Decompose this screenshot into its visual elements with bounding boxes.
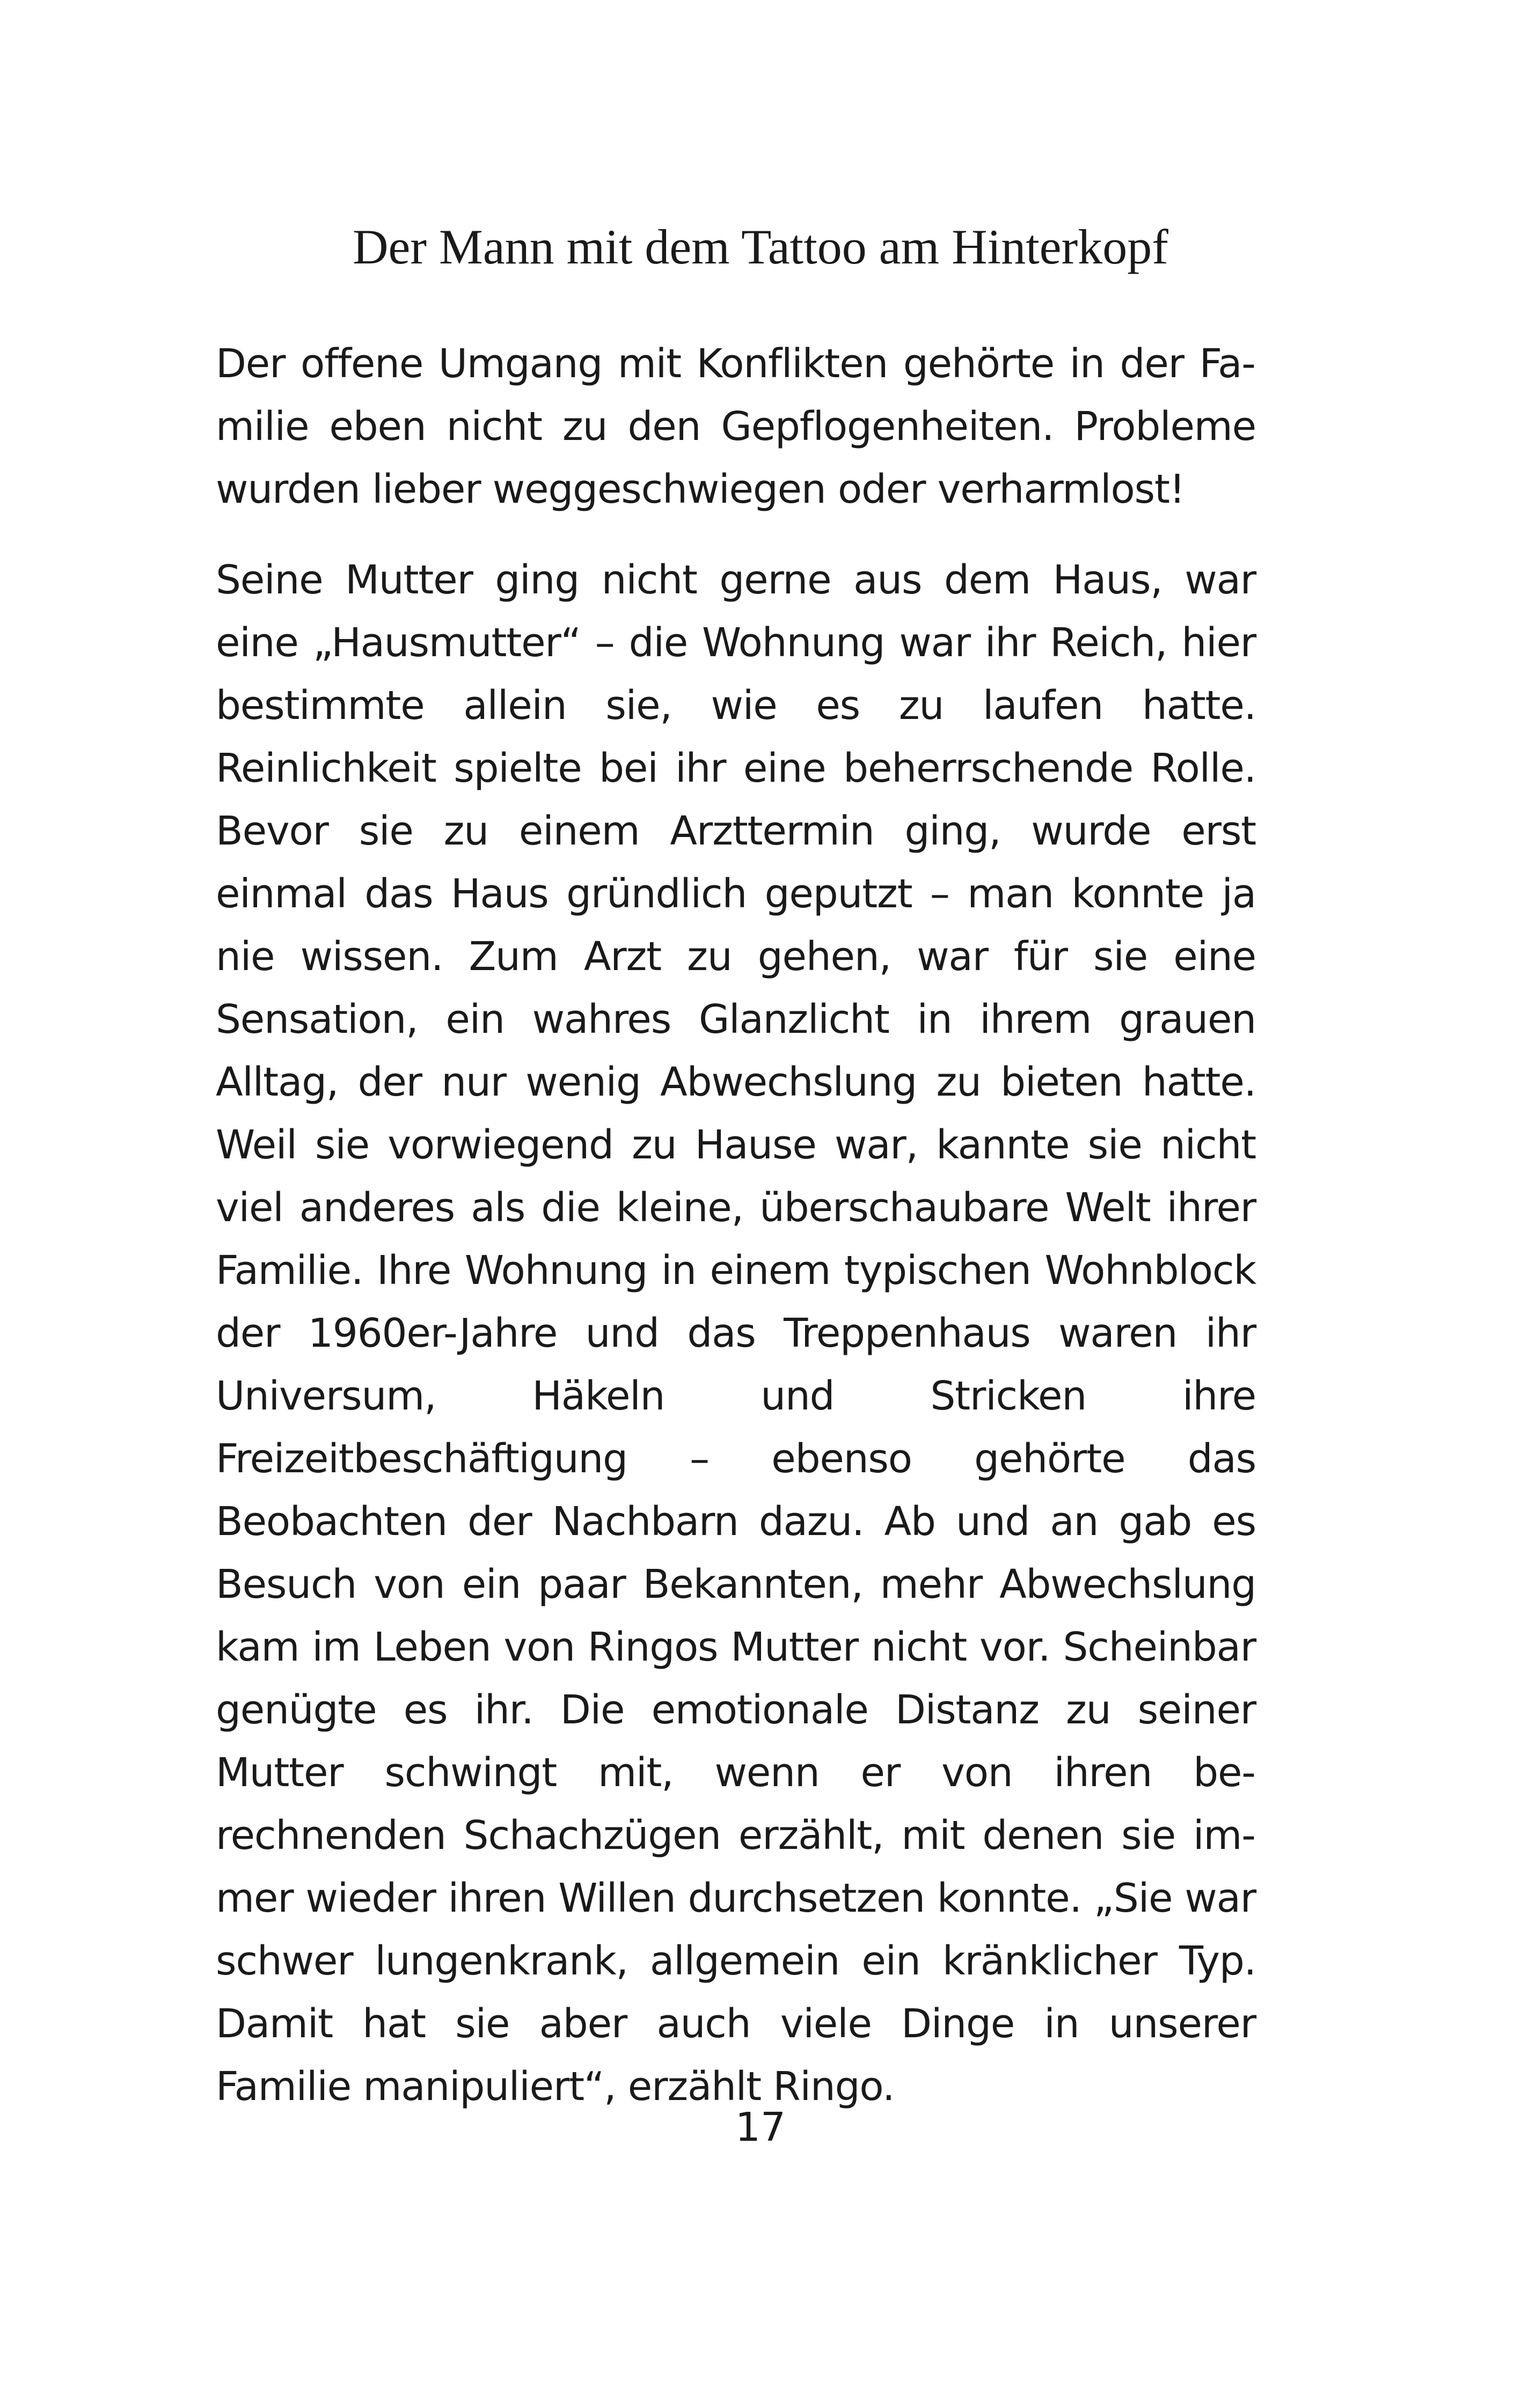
paragraph-2: Seine Mutter ging nicht gerne aus dem Haus, war eine „Hausmutter“ – die Wohnung war ihr Reich, hier bestimmte allein sie, wie es zu laufen hatte. Reinlichkeit spielte bei ihr eine beherrschende Rolle. Bevor sie zu einem Arzttermin ging, wurde erst einmal das Haus gründlich geputzt – man konnte ja nie wissen. Zum Arzt zu gehen, war für sie eine Sensation, ein wahres Glanzlicht in ihrem grauen Alltag, der nur wenig Abwechslung zu bieten hatte. Weil sie vorwiegend zu Hause war, kannte sie nicht viel anderes als die kleine, überschaubare Welt ihrer Familie. Ihre Wohnung in einem typischen Wohnblock der 1960er-Jahre und das Treppenhaus waren ihr Universum, Häkeln und Stricken ihre Freizeitbeschäftigung – ebenso gehörte das Beobachten der Nachbarn dazu. Ab und an gab es Besuch von ein paar Bekannten, mehr Abwechslung kam im Leben von Ringos Mutter nicht vor. Scheinbar genügte es ihr. Die emotionale Distanz zu seiner Mutter schwingt mit, wenn er von ihren berechnenden Schachzügen erzählt, mit denen sie immer wieder ihren Willen durchsetzen konnte. „Sie war schwer lungenkrank, allgemein ein kränklicher Typ. Damit hat sie aber auch viele Dinge in unserer Familie manipuliert“, erzählt Ringo. <box>216 557 1256 2110</box>
body-text <box>216 333 1256 2118</box>
page-number: 17 <box>735 2104 786 2150</box>
paragraph-1: Der offene Umgang mit Konflikten gehörte in der Familie eben nicht zu den Gepflogenheiten. Probleme wurden lieber weggeschwiegen oder verharmlost! <box>216 341 1256 512</box>
running-head-title: Der Mann mit dem Tattoo am Hinterkopf <box>353 219 1168 274</box>
